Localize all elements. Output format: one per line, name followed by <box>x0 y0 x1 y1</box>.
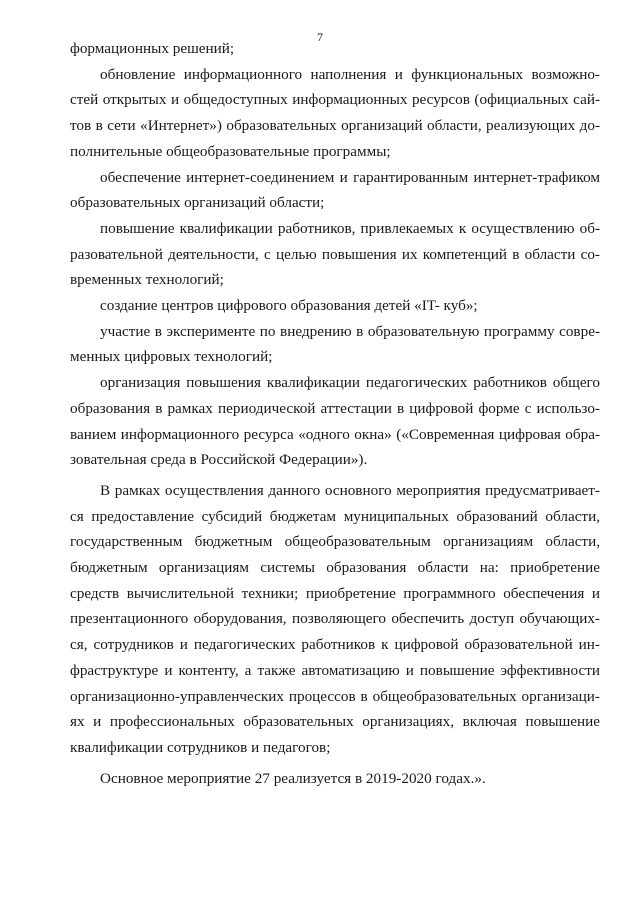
text-line: фраструктуре и контенту, а также автоматизацию и повышение эффективности <box>70 661 600 679</box>
text-line: временных технологий; <box>70 271 224 289</box>
paragraph <box>70 766 600 792</box>
text-line: стей открытых и общедоступных информационных ресурсов (официальных сай- <box>70 91 600 109</box>
text-line: средств вычислительной техники; приобретение программного обеспечения и <box>70 584 600 602</box>
paragraph <box>70 319 600 370</box>
text-line: ся предоставление субсидий бюджетам муниципальных образований области, <box>70 507 600 525</box>
text-line: ванием информационного ресурса «одного окна» («Современная цифровая обра- <box>70 425 600 443</box>
text-line: формационных решений; <box>70 40 235 57</box>
paragraph <box>70 216 600 293</box>
paragraph <box>70 370 600 473</box>
paragraph <box>70 165 600 216</box>
text-line: Основное мероприятие 27 реализуется в 2019-2020 годах.». <box>100 769 486 787</box>
text-line: обновление информационного наполнения и функциональных возможно- <box>100 65 600 83</box>
paragraph <box>70 478 600 761</box>
text-line: создание центров цифрового образования детей «IT- куб»; <box>100 297 478 315</box>
paragraph <box>70 36 600 62</box>
text-line: участие в эксперименте по внедрению в образовательную программу совре- <box>100 322 600 340</box>
text-line: организационно-управленческих процессов в общеобразовательных организаци- <box>70 687 600 705</box>
text-line: государственным бюджетным общеобразовательным организациям области, <box>70 533 600 551</box>
text-line: менных цифровых технологий; <box>70 348 273 366</box>
text-line: ях и профессиональных образовательных организациях, включая повышение <box>70 713 600 731</box>
paragraph <box>70 293 600 319</box>
text-line: обеспечение интернет-соединением и гарантированным интернет-трафиком <box>100 168 600 186</box>
page-number: 7 <box>317 30 323 44</box>
text-line: организация повышения квалификации педагогических работников общего <box>100 374 600 392</box>
text-line: зовательная среда в Российской Федерации»). <box>70 451 368 469</box>
text-line: разовательной деятельности, с целью повышения их компетенций в области со- <box>70 245 600 263</box>
text-line: образования в рамках периодической аттестации в цифровой форме с использо- <box>70 399 600 417</box>
text-line: В рамках осуществления данного основного мероприятия предусматривает- <box>100 481 600 499</box>
text-line: бюджетным организациям системы образования области на: приобретение <box>70 559 600 577</box>
text-line: полнительные общеобразовательные программы; <box>70 142 391 160</box>
text-line: образовательных организаций области; <box>70 194 325 212</box>
paragraph <box>70 62 600 165</box>
text-line: ся, сотрудников и педагогических работников к цифровой образовательной ин- <box>70 636 600 654</box>
text-line: тов в сети «Интернет») образовательных организаций области, реализующих до- <box>70 117 600 135</box>
document-body <box>70 36 600 791</box>
text-line: квалификации сотрудников и педагогов; <box>70 738 331 756</box>
text-line: повышение квалификации работников, привлекаемых к осуществлению об- <box>100 219 600 237</box>
text-line: презентационного оборудования, позволяющего обеспечить доступ обучающих- <box>70 610 600 628</box>
